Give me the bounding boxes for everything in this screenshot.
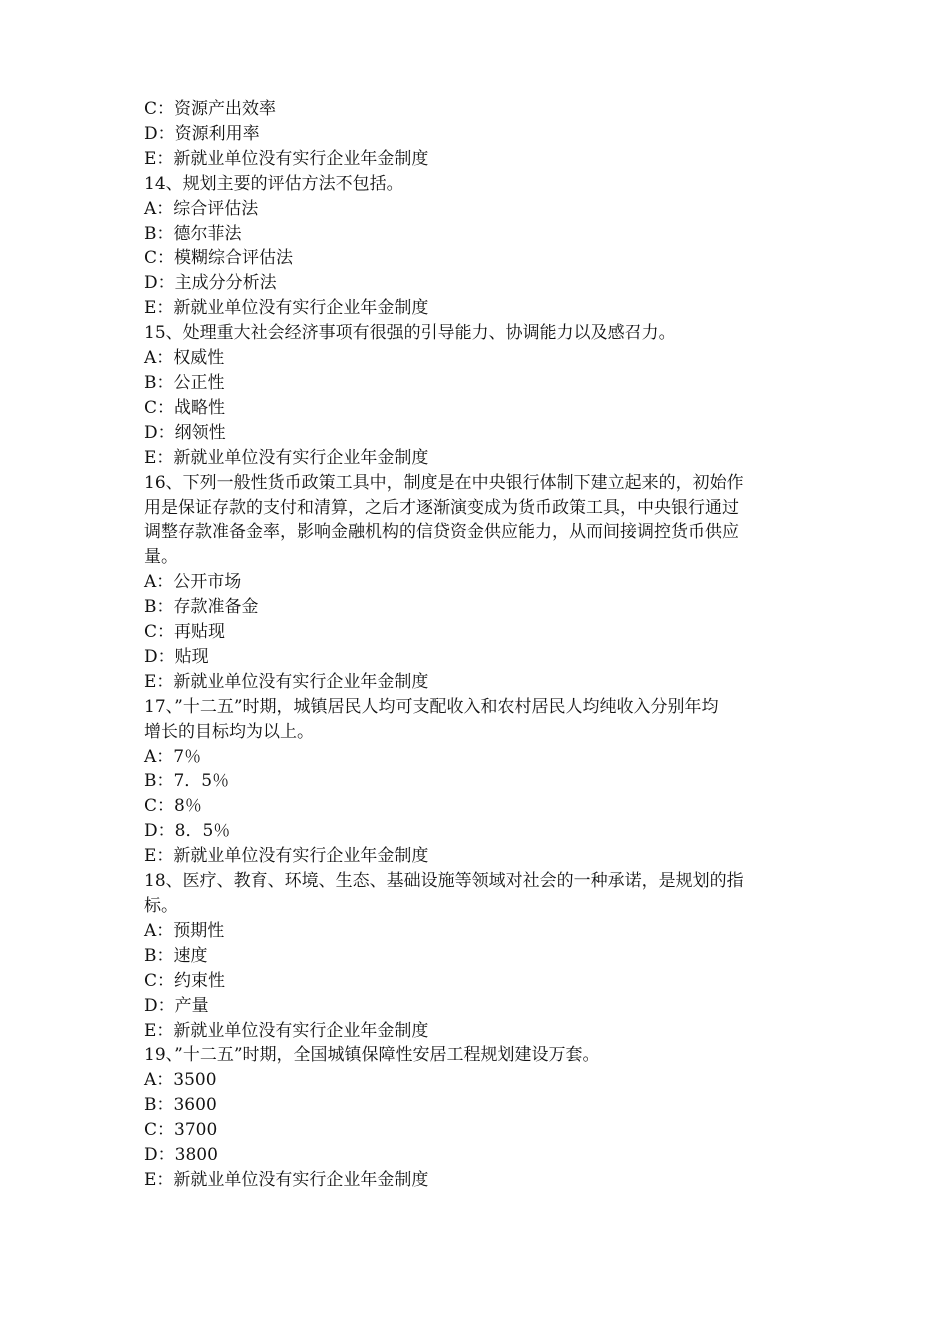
- text-line: B：7．5％: [144, 771, 230, 792]
- text-line: D：8．5％: [144, 821, 231, 842]
- text-line: E：新就业单位没有实行企业年金制度: [144, 148, 429, 169]
- text-line: E：新就业单位没有实行企业年金制度: [144, 671, 429, 692]
- text-line: C：再贴现: [144, 622, 226, 643]
- text-line: E：新就业单位没有实行企业年金制度: [144, 846, 429, 867]
- text-line: A：7％: [144, 746, 202, 767]
- text-line: A：预期性: [144, 920, 225, 941]
- text-line: 量。: [144, 547, 178, 568]
- text-line: D：贴现: [144, 646, 209, 667]
- text-line: B：公正性: [144, 372, 225, 393]
- text-line: 14、规划主要的评估方法不包括。: [144, 173, 404, 194]
- text-line: E：新就业单位没有实行企业年金制度: [144, 447, 429, 468]
- text-line: B：存款准备金: [144, 597, 259, 618]
- text-line: C：8％: [144, 796, 202, 817]
- text-line: A：3500: [144, 1070, 217, 1091]
- text-line: D：产量: [144, 995, 209, 1016]
- text-line: B：德尔菲法: [144, 223, 242, 244]
- text-line: B：速度: [144, 945, 208, 966]
- text-line: 用是保证存款的支付和清算，之后才逐渐演变成为货币政策工具，中央银行通过: [144, 497, 739, 518]
- text-line: 标。: [144, 896, 178, 916]
- text-line: E：新就业单位没有实行企业年金制度: [144, 298, 429, 319]
- text-line: D：资源利用率: [144, 123, 260, 144]
- text-line: 增长的目标均为以上。: [144, 721, 314, 742]
- document-page: [144, 97, 824, 1193]
- text-line: D：3800: [144, 1145, 218, 1166]
- text-line: 调整存款准备金率，影响金融机构的信贷资金供应能力，从而间接调控货币供应: [144, 522, 739, 543]
- text-line: C：约束性: [144, 970, 226, 991]
- text-line: E：新就业单位没有实行企业年金制度: [144, 1020, 429, 1041]
- text-line: 16、下列一般性货币政策工具中，制度是在中央银行体制下建立起来的，初始作: [144, 472, 744, 493]
- text-line: A：权威性: [144, 348, 225, 369]
- text-line: C：3700: [144, 1120, 218, 1141]
- text-line: C：资源产出效率: [144, 99, 277, 119]
- text-line: D：纲领性: [144, 422, 226, 443]
- text-line: A：综合评估法: [144, 198, 259, 219]
- text-line: 18、医疗、教育、环境、生态、基础设施等领域对社会的一种承诺，是规划的指: [144, 871, 744, 892]
- text-line: 19、”十二五”时期，全国城镇保障性安居工程规划建设万套。: [144, 1045, 600, 1066]
- text-line: C：模糊综合评估法: [144, 248, 294, 269]
- text-line: B：3600: [144, 1095, 217, 1116]
- text-line: 15、处理重大社会经济事项有很强的引导能力、协调能力以及感召力。: [144, 323, 676, 344]
- text-line: C：战略性: [144, 397, 226, 418]
- text-line: A：公开市场: [144, 572, 242, 593]
- text-line: D：主成分分析法: [144, 273, 277, 294]
- text-line: 17、”十二五”时期，城镇居民人均可支配收入和农村居民人均纯收入分别年均: [144, 696, 719, 717]
- text-line: E：新就业单位没有实行企业年金制度: [144, 1169, 429, 1190]
